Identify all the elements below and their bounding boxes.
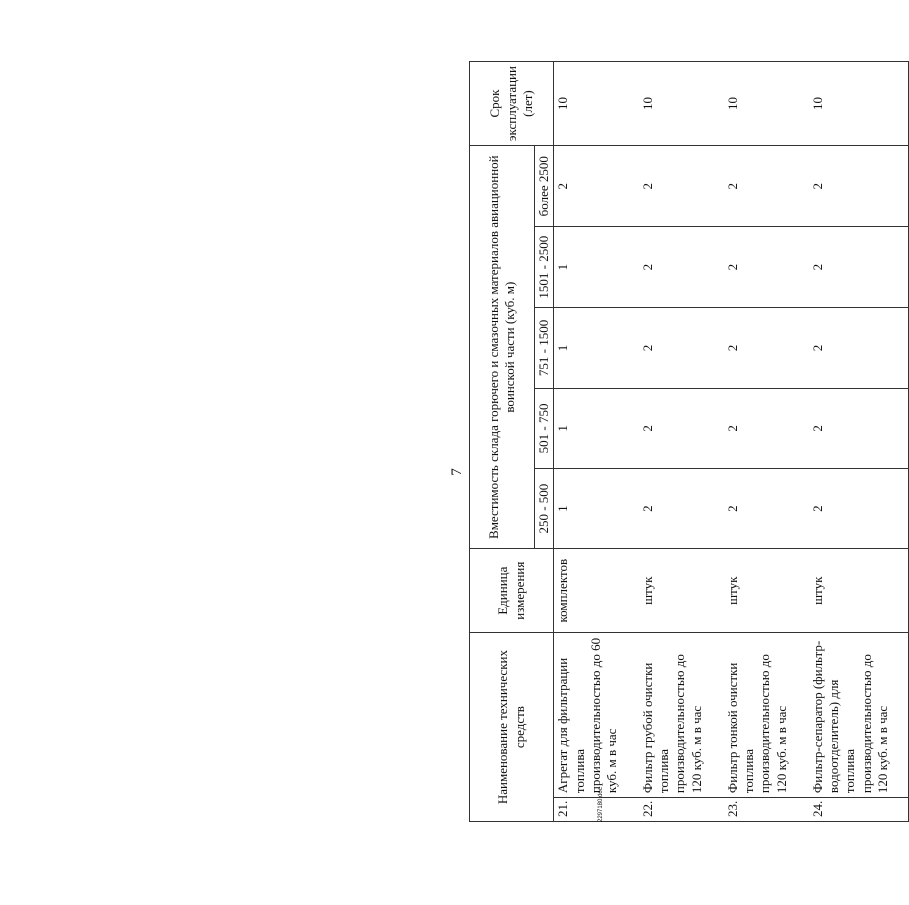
row-value: 1 — [554, 227, 639, 308]
capacity-col-header: 751 - 1500 — [535, 308, 554, 389]
row-number: 23. — [724, 798, 809, 822]
row-value: 2 — [554, 146, 639, 227]
row-value: 2 — [724, 227, 809, 308]
row-service-life: 10 — [724, 62, 809, 146]
header-name: Наименование технических средств — [470, 633, 554, 822]
capacity-col-header: 501 - 750 — [535, 388, 554, 468]
row-unit: штук — [809, 549, 909, 633]
capacity-col-header: 250 - 500 — [535, 469, 554, 549]
equipment-table — [469, 61, 909, 822]
row-service-life: 10 — [809, 62, 909, 146]
row-value: 1 — [554, 469, 639, 549]
row-name: Фильтр тонкой очистки топлива производительностью до 120 куб. м в час — [724, 633, 809, 798]
row-unit: комплектов — [554, 549, 639, 633]
rotated-content — [5, 54, 890, 890]
row-value: 2 — [809, 308, 909, 389]
row-value: 2 — [809, 388, 909, 468]
row-value: 1 — [554, 388, 639, 468]
header-service-life: Срок эксплуатации (лет) — [470, 62, 554, 146]
row-value: 1 — [554, 308, 639, 389]
row-value: 2 — [809, 146, 909, 227]
row-number: 24. — [809, 798, 909, 822]
row-value: 2 — [724, 146, 809, 227]
row-value: 2 — [639, 469, 724, 549]
row-value: 2 — [724, 308, 809, 389]
row-value: 2 — [724, 469, 809, 549]
row-value: 2 — [639, 227, 724, 308]
row-name: Фильтр-сепаратор (фильтр-водоотделитель) для топлива производительностью до 120 куб. м в час — [809, 633, 909, 798]
row-value: 2 — [639, 388, 724, 468]
row-value: 2 — [724, 388, 809, 468]
row-value: 2 — [809, 469, 909, 549]
table-row — [724, 62, 809, 822]
row-name: Фильтр грубой очистки топлива производительностью до 120 куб. м в час — [639, 633, 724, 798]
row-unit: штук — [639, 549, 724, 633]
row-value: 2 — [639, 308, 724, 389]
row-number: 21. — [554, 798, 639, 822]
capacity-col-header: 1501 - 2500 — [535, 227, 554, 308]
table-row — [809, 62, 909, 822]
page-number: 7 — [449, 468, 465, 476]
document-footer: 2297180.doc — [598, 787, 604, 822]
row-value: 2 — [809, 227, 909, 308]
row-service-life: 10 — [554, 62, 639, 146]
row-name: Агрегат для фильтрации топлива производительностью до 60 куб. м в час — [554, 633, 639, 798]
row-number: 22. — [639, 798, 724, 822]
row-unit: штук — [724, 549, 809, 633]
header-unit: Единица измерения — [470, 549, 554, 633]
header-capacity: Вместимость склада горючего и смазочных материалов авиационной воинской части (куб. м) — [470, 146, 535, 549]
table-row — [554, 62, 639, 822]
capacity-col-header: более 2500 — [535, 146, 554, 227]
row-service-life: 10 — [639, 62, 724, 146]
table-row — [639, 62, 724, 822]
row-value: 2 — [639, 146, 724, 227]
